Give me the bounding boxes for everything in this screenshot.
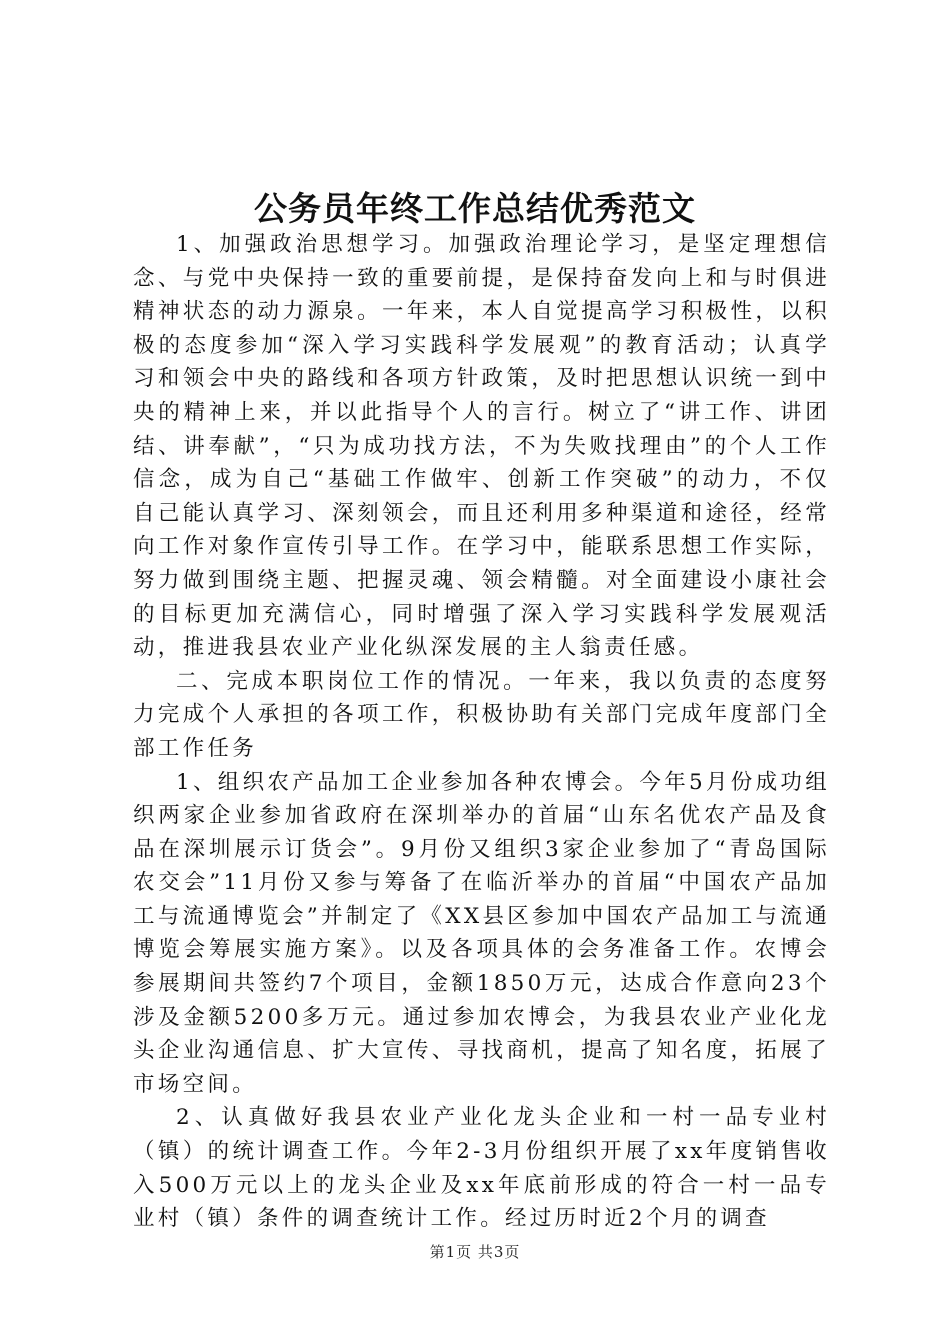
document-title: 公务员年终工作总结优秀范文	[254, 189, 696, 228]
paragraph-agri-expo: 1、组织农产品加工企业参加各种农博会。今年5月份成功组织两家企业参加省政府在深圳举办的首届“山东名优农产品及食品在深圳展示订货会”。9月份又组织3家企业参加了“青岛国际农交会”11月份又参与筹备了在临沂举办的首届“中国农产品加工与流通博览会”并制定了《XX县区参加中国农产品加工与流通博览会筹展实施方案》。以及各项具体的会务准备工作。农博会参展期间共签约7个项目，金额1850万元，达成合作意向23个涉及金额5200多万元。通过参加农博会，为我县农业产业化龙头企业沟通信息、扩大宣传、寻找商机，提高了知名度，拓展了市场空间。	[133, 769, 830, 1097]
paragraph-statistics-survey: 2、认真做好我县农业产业化龙头企业和一村一品专业村（镇）的统计调查工作。今年2-3月份组织开展了xx年度销售收入500万元以上的龙头企业及xx年底前形成的符合一村一品专业村（镇）条件的调查统计工作。经过历时近2个月的调查	[133, 1105, 830, 1232]
page-number-footer: 第1页 共3页	[429, 1243, 521, 1261]
paragraph-job-duties: 二、完成本职岗位工作的情况。一年来，我以负责的态度努力完成个人承担的各项工作，积极协助有关部门完成年度部门全部工作任务	[133, 668, 830, 761]
paragraph-political-study: 1、加强政治思想学习。加强政治理论学习，是坚定理想信念、与党中央保持一致的重要前提，是保持奋发向上和与时俱进精神状态的动力源泉。一年来，本人自觉提高学习积极性，以积极的态度参加“深入学习实践科学发展观”的教育活动；认真学习和领会中央的路线和各项方针政策，及时把思想认识统一到中央的精神上来，并以此指导个人的言行。树立了“讲工作、讲团结、讲奉献”，“只为成功找方法，不为失败找理由”的个人工作信念，成为自己“基础工作做牢、创新工作突破”的动力，不仅自己能认真学习、深刻领会，而且还利用多种渠道和途径，经常向工作对象作宣传引导工作。在学习中，能联系思想工作实际，努力做到围绕主题、把握灵魂、领会精髓。对全面建设小康社会的目标更加充满信心，同时增强了深入学习实践科学发展观活动，推进我县农业产业化纵深发展的主人翁责任感。	[133, 232, 830, 661]
document-body	[133, 228, 830, 1236]
